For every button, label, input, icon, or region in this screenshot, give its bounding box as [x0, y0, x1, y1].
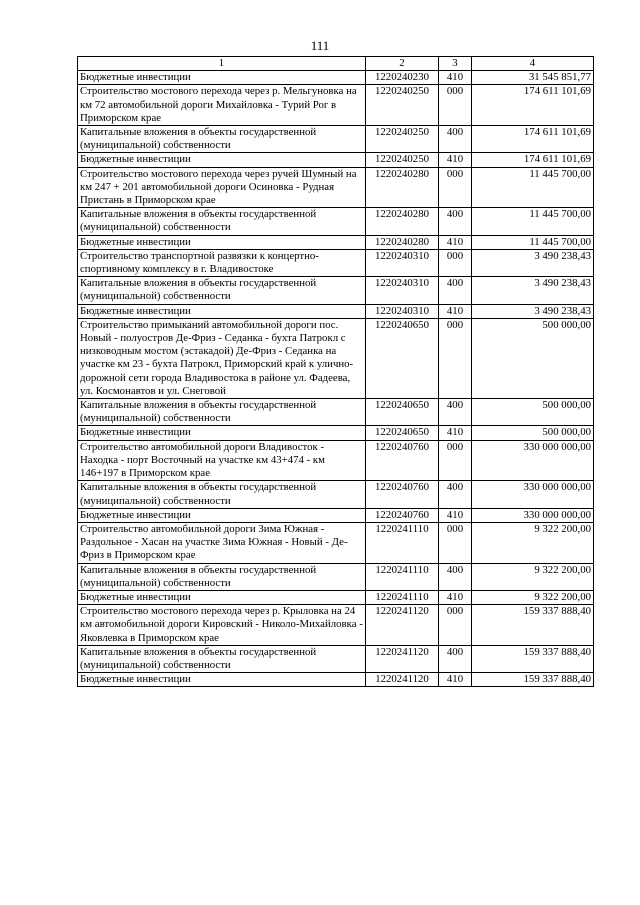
row-type-cell: 410: [439, 590, 472, 604]
row-amount-cell: 31 545 851,77: [472, 71, 594, 85]
page-number: 111: [310, 38, 330, 53]
row-code-cell: 1220241110: [366, 522, 439, 563]
column-header-code: 2: [366, 57, 439, 71]
row-type-cell: 000: [439, 318, 472, 398]
row-amount-cell: 9 322 200,00: [472, 590, 594, 604]
table-row: [78, 508, 594, 522]
row-code-cell: 1220241110: [366, 563, 439, 590]
row-code-cell: 1220241120: [366, 673, 439, 687]
row-amount-cell: 174 611 101,69: [472, 85, 594, 126]
column-header-type: 3: [439, 57, 472, 71]
row-code-cell: 1220240280: [366, 208, 439, 235]
row-name-cell: Бюджетные инвестиции: [78, 235, 366, 249]
table-row: [78, 318, 594, 398]
row-name-cell: Бюджетные инвестиции: [78, 508, 366, 522]
row-type-cell: 000: [439, 167, 472, 208]
table-row: [78, 249, 594, 276]
row-type-cell: 400: [439, 208, 472, 235]
row-code-cell: 1220240230: [366, 71, 439, 85]
row-code-cell: 1220240760: [366, 481, 439, 508]
table-row: [78, 399, 594, 426]
row-type-cell: 000: [439, 249, 472, 276]
row-amount-cell: 500 000,00: [472, 426, 594, 440]
table-row: [78, 645, 594, 672]
row-code-cell: 1220240280: [366, 167, 439, 208]
row-code-cell: 1220240310: [366, 304, 439, 318]
budget-table: [77, 56, 594, 687]
table-row: [78, 71, 594, 85]
table-header-row: [78, 57, 594, 71]
row-type-cell: 000: [439, 605, 472, 646]
row-amount-cell: 9 322 200,00: [472, 522, 594, 563]
row-type-cell: 400: [439, 277, 472, 304]
row-type-cell: 400: [439, 645, 472, 672]
row-name-cell: Строительство мостового перехода через р. Мельгуновка на км 72 автомобильной дороги Михайловка - Турий Рог в Приморском крае: [78, 85, 366, 126]
table-row: [78, 673, 594, 687]
row-type-cell: 000: [439, 85, 472, 126]
column-header-amount: 4: [472, 57, 594, 71]
table-row: [78, 167, 594, 208]
row-name-cell: Бюджетные инвестиции: [78, 426, 366, 440]
row-type-cell: 410: [439, 508, 472, 522]
row-code-cell: 1220240760: [366, 440, 439, 481]
row-amount-cell: 500 000,00: [472, 399, 594, 426]
row-name-cell: Бюджетные инвестиции: [78, 590, 366, 604]
row-code-cell: 1220241110: [366, 590, 439, 604]
row-name-cell: Строительство транспортной развязки к концертно-спортивному комплексу в г. Владивостоке: [78, 249, 366, 276]
row-type-cell: 400: [439, 481, 472, 508]
row-code-cell: 1220241120: [366, 645, 439, 672]
table-row: [78, 440, 594, 481]
table-row: [78, 126, 594, 153]
row-code-cell: 1220241120: [366, 605, 439, 646]
row-name-cell: Бюджетные инвестиции: [78, 304, 366, 318]
table-row: [78, 481, 594, 508]
table-row: [78, 153, 594, 167]
row-name-cell: Строительство автомобильной дороги Зима Южная - Раздольное - Хасан на участке Зима Южная - Новый - Де-Фриз в Приморском крае: [78, 522, 366, 563]
table-row: [78, 277, 594, 304]
row-type-cell: 000: [439, 440, 472, 481]
row-name-cell: Капитальные вложения в объекты государственной (муниципальной) собственности: [78, 563, 366, 590]
table-row: [78, 426, 594, 440]
row-amount-cell: 500 000,00: [472, 318, 594, 398]
row-amount-cell: 159 337 888,40: [472, 645, 594, 672]
row-code-cell: 1220240650: [366, 399, 439, 426]
row-code-cell: 1220240250: [366, 126, 439, 153]
row-type-cell: 410: [439, 71, 472, 85]
column-header-name: 1: [78, 57, 366, 71]
table-body: [78, 71, 594, 687]
row-amount-cell: 330 000 000,00: [472, 440, 594, 481]
table-row: [78, 85, 594, 126]
row-amount-cell: 174 611 101,69: [472, 126, 594, 153]
row-type-cell: 000: [439, 522, 472, 563]
row-code-cell: 1220240650: [366, 318, 439, 398]
row-name-cell: Капитальные вложения в объекты государственной (муниципальной) собственности: [78, 126, 366, 153]
row-amount-cell: 3 490 238,43: [472, 277, 594, 304]
row-code-cell: 1220240760: [366, 508, 439, 522]
table-row: [78, 522, 594, 563]
row-code-cell: 1220240650: [366, 426, 439, 440]
table-row: [78, 304, 594, 318]
row-code-cell: 1220240280: [366, 235, 439, 249]
row-type-cell: 410: [439, 153, 472, 167]
row-name-cell: Капитальные вложения в объекты государственной (муниципальной) собственности: [78, 399, 366, 426]
row-code-cell: 1220240250: [366, 85, 439, 126]
row-amount-cell: 9 322 200,00: [472, 563, 594, 590]
row-code-cell: 1220240310: [366, 277, 439, 304]
row-code-cell: 1220240250: [366, 153, 439, 167]
table-row: [78, 590, 594, 604]
row-code-cell: 1220240310: [366, 249, 439, 276]
row-amount-cell: 330 000 000,00: [472, 481, 594, 508]
row-name-cell: Капитальные вложения в объекты государственной (муниципальной) собственности: [78, 277, 366, 304]
row-name-cell: Строительство примыканий автомобильной дороги пос. Новый - полуостров Де-Фриз - Седанка - бухта Патрокл с низководным мостом (эстакадой) Де-Фриз - Седанка на участке км 23 - бухта Патрокл, Приморский край к улично-дорожной сети города Владивостока в районе ул. Фадеева, ул. Космонавтов и ул. Снеговой: [78, 318, 366, 398]
row-type-cell: 410: [439, 426, 472, 440]
table-row: [78, 208, 594, 235]
row-amount-cell: 174 611 101,69: [472, 153, 594, 167]
table-row: [78, 605, 594, 646]
row-name-cell: Строительство мостового перехода через р. Крыловка на 24 км автомобильной дороги Кировский - Николо-Михайловка - Яковлевка в Приморском крае: [78, 605, 366, 646]
row-name-cell: Капитальные вложения в объекты государственной (муниципальной) собственности: [78, 481, 366, 508]
row-type-cell: 410: [439, 304, 472, 318]
row-amount-cell: 3 490 238,43: [472, 304, 594, 318]
row-amount-cell: 11 445 700,00: [472, 167, 594, 208]
row-amount-cell: 11 445 700,00: [472, 235, 594, 249]
row-type-cell: 400: [439, 563, 472, 590]
row-name-cell: Капитальные вложения в объекты государственной (муниципальной) собственности: [78, 645, 366, 672]
row-name-cell: Бюджетные инвестиции: [78, 71, 366, 85]
row-type-cell: 410: [439, 235, 472, 249]
row-name-cell: Бюджетные инвестиции: [78, 673, 366, 687]
table-row: [78, 235, 594, 249]
row-type-cell: 400: [439, 399, 472, 426]
row-name-cell: Строительство автомобильной дороги Владивосток - Находка - порт Восточный на участке км 43+474 - км 146+197 в Приморском крае: [78, 440, 366, 481]
row-amount-cell: 330 000 000,00: [472, 508, 594, 522]
row-name-cell: Бюджетные инвестиции: [78, 153, 366, 167]
row-type-cell: 400: [439, 126, 472, 153]
table-row: [78, 563, 594, 590]
row-amount-cell: 159 337 888,40: [472, 605, 594, 646]
row-amount-cell: 159 337 888,40: [472, 673, 594, 687]
row-type-cell: 410: [439, 673, 472, 687]
row-amount-cell: 11 445 700,00: [472, 208, 594, 235]
row-name-cell: Капитальные вложения в объекты государственной (муниципальной) собственности: [78, 208, 366, 235]
row-amount-cell: 3 490 238,43: [472, 249, 594, 276]
row-name-cell: Строительство мостового перехода через ручей Шумный на км 247 + 201 автомобильной дороги Осиновка - Рудная Пристань в Приморском крае: [78, 167, 366, 208]
